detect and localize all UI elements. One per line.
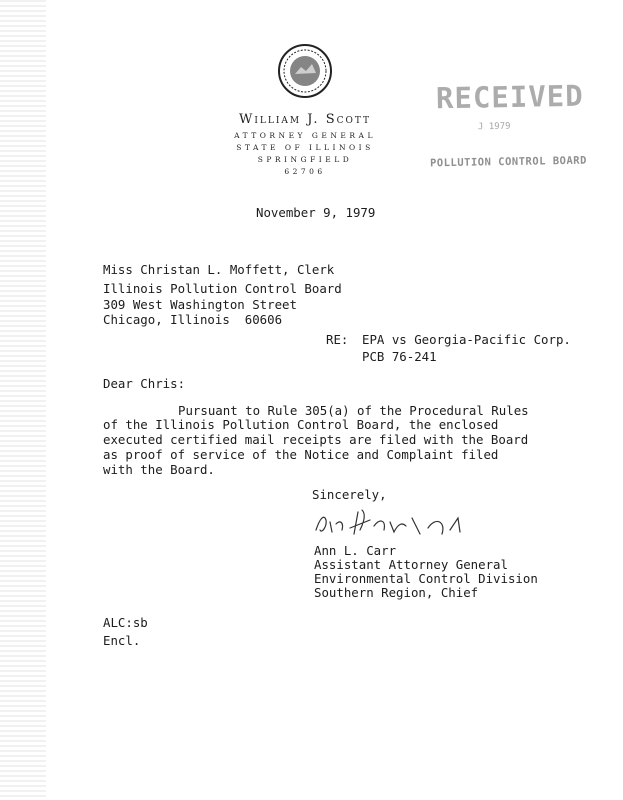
letterhead-city: SPRINGFIELD <box>257 155 353 164</box>
body-line: with the Board. <box>103 462 215 477</box>
addressee-line: 309 West Washington Street <box>103 297 297 312</box>
addressee-line: Illinois Pollution Control Board <box>103 281 342 296</box>
letterhead-state: STATE OF ILLINOIS <box>236 143 374 152</box>
letterhead-title: ATTORNEY GENERAL <box>234 131 376 140</box>
signer-title: Assistant Attorney General <box>314 557 508 572</box>
re-case-title: EPA vs Georgia-Pacific Corp. <box>362 332 571 347</box>
received-stamp-board: POLLUTION CONTROL BOARD <box>429 154 587 170</box>
enclosure-note: Encl. <box>103 633 141 648</box>
addressee-line: Miss Christan L. Moffett, Clerk <box>103 262 335 277</box>
letterhead-name: William J. Scott <box>238 112 372 127</box>
scan-edge-noise <box>0 0 46 800</box>
received-stamp-date: J 1979 <box>477 121 511 133</box>
body-line: Pursuant to Rule 305(a) of the Procedural Rules <box>178 403 529 418</box>
addressee-line: Chicago, Illinois 60606 <box>103 312 283 327</box>
re-label: RE: <box>326 332 349 347</box>
salutation: Dear Chris: <box>103 376 186 391</box>
signer-region: Southern Region, Chief <box>314 585 479 600</box>
state-seal-icon <box>277 43 333 99</box>
closing: Sincerely, <box>312 487 387 502</box>
received-stamp: RECEIVED <box>435 78 584 116</box>
body-line: of the Illinois Pollution Control Board, the enclosed <box>103 417 499 432</box>
body-line: executed certified mail receipts are filed with the Board <box>103 432 529 447</box>
signer-name: Ann L. Carr <box>314 543 397 558</box>
signer-division: Environmental Control Division <box>314 571 538 586</box>
re-case-number: PCB 76-241 <box>362 349 437 364</box>
letterhead-zip: 62706 <box>284 167 326 176</box>
body-line: as proof of service of the Notice and Complaint filed <box>103 447 499 462</box>
letter-date: November 9, 1979 <box>256 205 376 220</box>
reference-initials: ALC:sb <box>103 615 148 630</box>
